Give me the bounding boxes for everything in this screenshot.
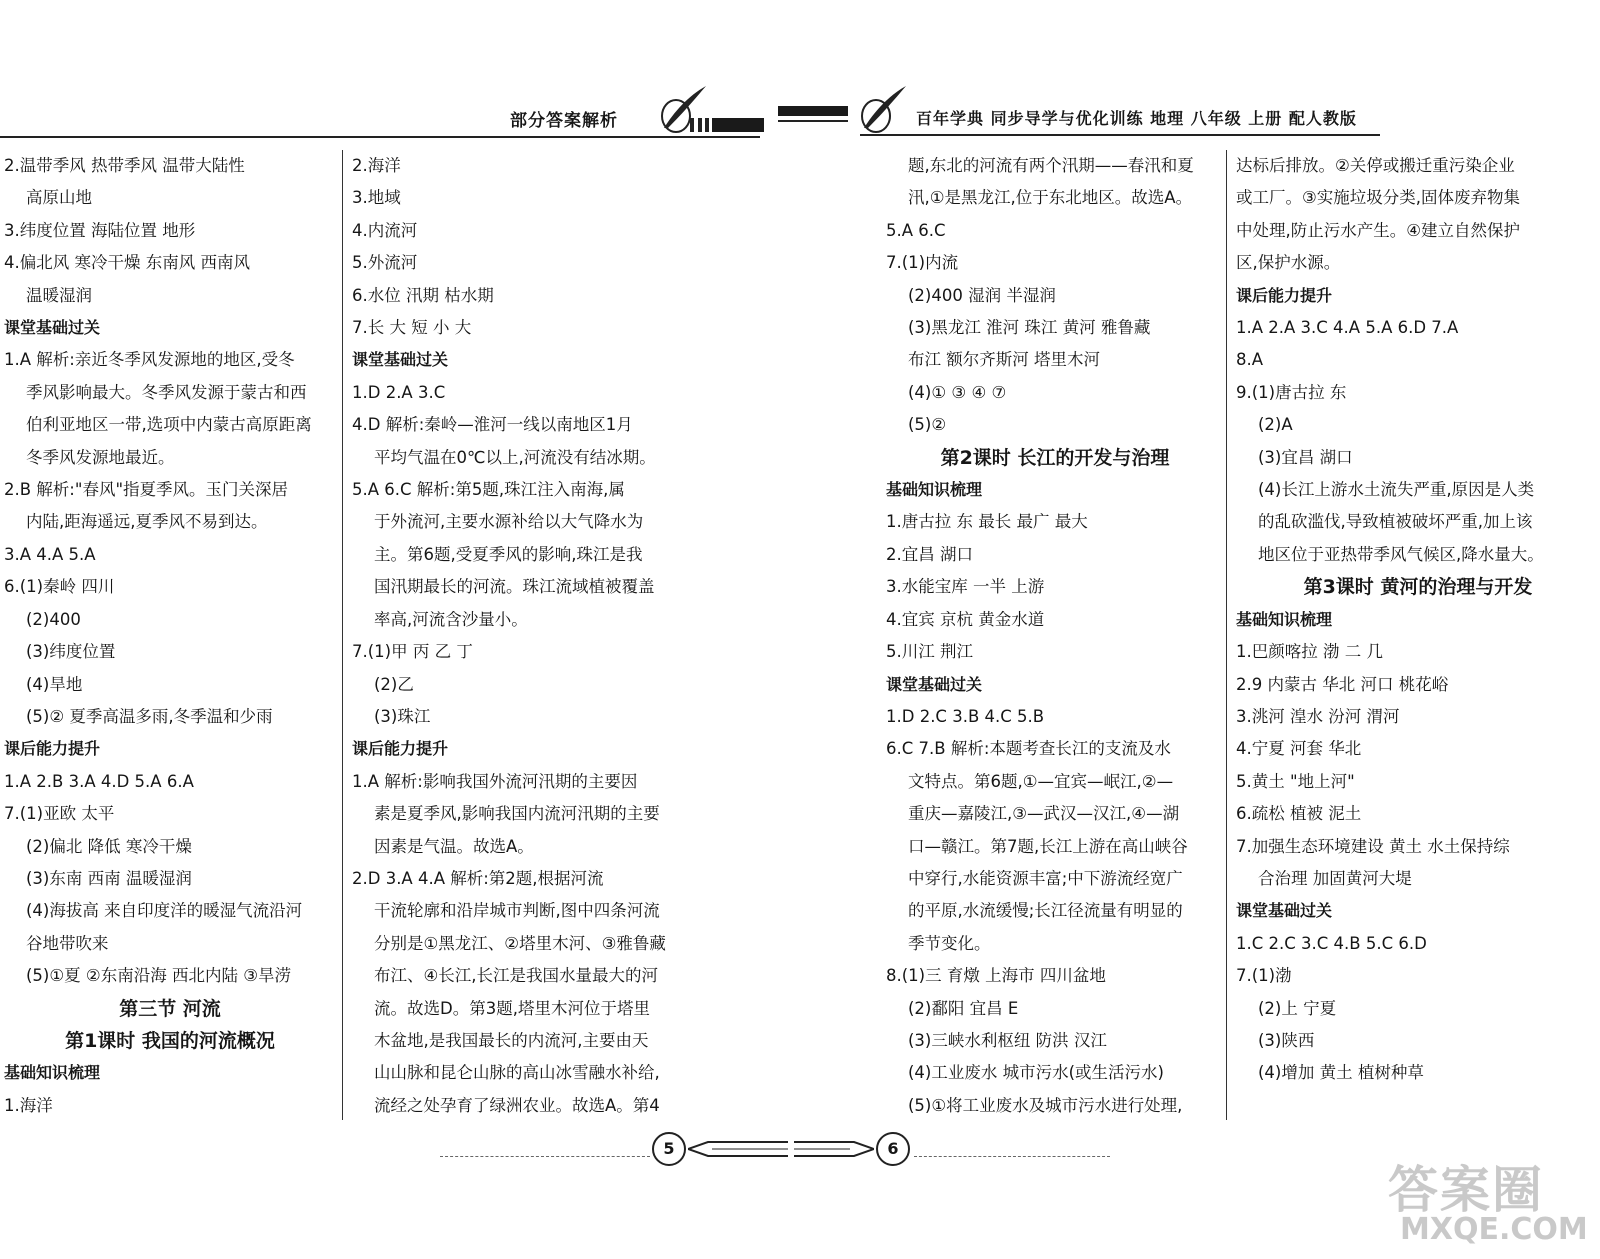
page-number-left: 5	[652, 1132, 686, 1166]
answer-line: (5)①夏 ②东南沿海 西北内陆 ③旱涝	[26, 966, 291, 986]
answer-line: (5)② 夏季高温多雨,冬季温和少雨	[26, 706, 273, 726]
answer-column-3	[886, 150, 1224, 1135]
answer-line: 2.温带季风 热带季风 温带大陆性	[4, 156, 245, 175]
answer-line: 7.(1)亚欧 太平	[4, 804, 115, 824]
answer-line: 8.(1)三 育燉 上海市 四川盆地	[886, 966, 1106, 986]
answer-line: 题,东北的河流有两个汛期——春汛和夏	[908, 156, 1194, 175]
answer-line: 3.洮河 湟水 汾河 渭河	[1236, 706, 1400, 726]
answer-line: 2.B 解析:"春风"指夏季风。玉门关深居	[4, 480, 289, 500]
answer-line: 1.D 2.C 3.B 4.C 5.B	[886, 706, 1045, 726]
answer-line: 第1课时 我国的河流概况	[65, 1029, 275, 1052]
answer-line: 4.宜宾 京杭 黄金水道	[886, 609, 1045, 629]
answer-line: 1.A 2.B 3.A 4.D 5.A 6.A	[4, 771, 194, 791]
answer-line: 7.长 大 短 小 大	[352, 318, 472, 338]
answer-line: 汛,①是黑龙江,位于东北地区。故选A。	[908, 188, 1193, 208]
answer-line: 课堂基础过关	[886, 674, 983, 694]
answer-line: 2.D 3.A 4.A 解析:第2题,根据河流	[352, 868, 604, 888]
answer-line: 1.A 解析:影响我国外流河汛期的主要因	[352, 771, 638, 791]
answer-line: 5.川江 荆江	[886, 642, 973, 662]
answer-line: 4.宁夏 河套 华北	[1236, 739, 1362, 759]
answer-line: 2.9 内蒙古 华北 河口 桃花峪	[1236, 674, 1449, 694]
answer-line: 7.加强生态环境建设 黄土 水土保持综	[1236, 836, 1510, 856]
answer-line: 内陆,距海遥远,夏季风不易到达。	[26, 512, 268, 532]
answer-line: (4)长江上游水土流失严重,原因是人类	[1258, 480, 1535, 500]
answer-line: (2)鄱阳 宜昌 E	[908, 998, 1019, 1018]
answer-line: (3)珠江	[374, 706, 431, 726]
header-right	[800, 96, 1600, 136]
answer-line: 高原山地	[26, 188, 92, 208]
answer-line: 率高,河流含沙量小。	[374, 609, 528, 629]
answer-column-1	[4, 150, 336, 1135]
answer-line: 季节变化。	[908, 933, 991, 953]
header-band	[712, 118, 764, 132]
answer-line: 2.海洋	[352, 156, 401, 175]
answer-line: 木盆地,是我国最长的内流河,主要由天	[374, 1030, 649, 1050]
footer-ornament-right	[794, 1138, 874, 1160]
answer-line: (3)陕西	[1258, 1030, 1315, 1050]
answer-line: 1.C 2.C 3.C 4.B 5.C 6.D	[1236, 933, 1427, 953]
answer-line: 课堂基础过关	[4, 318, 101, 338]
answer-line: 1.A 解析:亲近冬季风发源地的地区,受冬	[4, 350, 295, 370]
answer-line: 7.(1)甲 丙 乙 丁	[352, 642, 473, 662]
answer-line: 第三节 河流	[119, 997, 221, 1020]
answer-line: 5.A 6.C 解析:第5题,珠江注入南海,属	[352, 480, 625, 500]
answer-line: 课后能力提升	[1236, 285, 1333, 305]
header-left	[0, 96, 800, 136]
answer-line: 9.(1)唐古拉 东	[1236, 382, 1347, 402]
answer-line: 4.D 解析:秦岭—淮河一线以南地区1月	[352, 415, 633, 435]
answer-line: 5.黄土 "地上河"	[1236, 771, 1355, 791]
answer-line: 口—赣江。第7题,长江上游在高山峡谷	[908, 836, 1188, 856]
answer-line: 于外流河,主要水源补给以大气降水为	[374, 512, 644, 532]
answer-line: 4.内流河	[352, 220, 418, 240]
answer-line: 6.水位 汛期 枯水期	[352, 285, 494, 305]
answer-line: 的平原,水流缓慢;长江径流量有明显的	[908, 901, 1183, 921]
answer-line: 1.D 2.A 3.C	[352, 382, 446, 402]
header-band-right	[778, 106, 848, 116]
answer-line: 7.(1)内流	[886, 253, 959, 273]
answer-line: 6.疏松 植被 泥土	[1236, 804, 1362, 824]
answer-column-4	[1236, 150, 1600, 1135]
watermark-text: 答案圈	[1388, 1161, 1544, 1219]
answer-line: 区,保护水源。	[1236, 253, 1341, 273]
answer-line: 课堂基础过关	[1236, 901, 1333, 921]
answer-line: (4)工业废水 城市污水(或生活污水)	[908, 1063, 1164, 1083]
answer-line: 布江、④长江,长江是我国水量最大的河	[374, 966, 659, 986]
page-number-right: 6	[876, 1132, 910, 1166]
answer-line: 中处理,防止污水产生。④建立自然保护	[1236, 220, 1521, 240]
answer-line: 第3课时 黄河的治理与开发	[1303, 576, 1533, 599]
answer-line: 1.海洋	[4, 1095, 53, 1115]
answer-line: 基础知识梳理	[886, 480, 983, 500]
answer-line: (5)①将工业废水及城市污水进行处理,	[908, 1095, 1183, 1115]
answer-line: 或工厂。③实施垃圾分类,固体废弃物集	[1236, 188, 1521, 208]
answer-line: (4)旱地	[26, 674, 83, 694]
answer-line: 8.A	[1236, 350, 1264, 370]
footer-ornament-left	[688, 1138, 788, 1160]
answer-line: 国汛期最长的河流。珠江流域植被覆盖	[374, 577, 655, 597]
answer-line: (2)400	[26, 609, 81, 629]
answer-line: (3)三峡水利枢纽 防洪 汉江	[908, 1030, 1107, 1050]
answer-line: 冬季风发源地最近。	[26, 447, 175, 467]
answer-line: 3.地域	[352, 188, 401, 208]
answer-line: (2)乙	[374, 674, 414, 694]
answer-line: 素是夏季风,影响我国内流河汛期的主要	[374, 804, 660, 824]
answer-line: 1.巴颜喀拉 渤 二 几	[1236, 642, 1383, 662]
answer-line: 1.唐古拉 东 最长 最广 最大	[886, 512, 1088, 532]
answer-line: 6.(1)秦岭 四川	[4, 577, 115, 597]
header-left-title: 部分答案解析	[510, 111, 618, 131]
answer-line: 的乱砍滥伐,导致植被破坏严重,加上该	[1258, 512, 1533, 532]
answer-line: 课后能力提升	[4, 739, 101, 759]
answer-line: 6.C 7.B 解析:本题考查长江的支流及水	[886, 739, 1171, 759]
answer-line: 地区位于亚热带季风气候区,降水量大。	[1258, 544, 1544, 564]
answer-line: (5)②	[908, 415, 947, 435]
feather-pen-icon	[850, 82, 910, 136]
answer-line: 重庆—嘉陵江,③—武汉—汉江,④—湖	[908, 804, 1180, 824]
watermark-url: MXQE.COM	[1400, 1212, 1588, 1247]
column-divider	[342, 150, 343, 1120]
answer-line: 布江 额尔齐斯河 塔里木河	[908, 350, 1100, 370]
header-rule-right	[860, 134, 1380, 136]
answer-line: (4)① ③ ④ ⑦	[908, 382, 1007, 402]
answer-line: 基础知识梳理	[4, 1063, 101, 1083]
answer-line: (2)A	[1258, 415, 1293, 435]
answer-line: 3.纬度位置 海陆位置 地形	[4, 220, 196, 240]
answer-line: 第2课时 长江的开发与治理	[940, 446, 1170, 469]
answer-line: 1.A 2.A 3.C 4.A 5.A 6.D 7.A	[1236, 318, 1459, 338]
answer-line: 3.A 4.A 5.A	[4, 544, 96, 564]
answer-line: 平均气温在0℃以上,河流没有结冰期。	[374, 447, 656, 467]
answer-line: (3)黑龙江 淮河 珠江 黄河 雅鲁藏	[908, 318, 1151, 338]
answer-line: 季风影响最大。冬季风发源于蒙古和西	[26, 382, 307, 402]
answer-line: (4)海拔高 来自印度洋的暖湿气流沿河	[26, 901, 303, 921]
answer-line: 伯利亚地区一带,选项中内蒙古高原距离	[26, 415, 312, 435]
column-divider	[1226, 150, 1227, 1120]
answer-line: 合治理 加固黄河大堤	[1258, 868, 1412, 888]
answer-line: 中穿行,水能资源丰富;中下游流经宽广	[908, 868, 1183, 888]
answer-line: 5.A 6.C	[886, 220, 946, 240]
answer-line: 谷地带吹来	[26, 933, 109, 953]
answer-line: 主。第6题,受夏季风的影响,珠江是我	[374, 544, 643, 564]
answer-line: 山山脉和昆仑山脉的高山冰雪融水补给,	[374, 1063, 660, 1083]
answer-line: 4.偏北风 寒冷干燥 东南风 西南风	[4, 253, 250, 273]
answer-line: 因素是气温。故选A。	[374, 836, 534, 856]
header-right-title: 百年学典 同步导学与优化训练 地理 八年级 上册 配人教版	[916, 109, 1357, 128]
answer-line: 2.宜昌 湖口	[886, 544, 973, 564]
answer-line: 课后能力提升	[352, 739, 449, 759]
answer-line: (3)纬度位置	[26, 642, 116, 662]
answer-column-2	[352, 150, 692, 1135]
watermark-logo	[1380, 1150, 1588, 1250]
answer-line: 干流轮廓和沿岸城市判断,图中四条河流	[374, 901, 660, 921]
answer-line: 5.外流河	[352, 253, 418, 273]
page-footer	[440, 1130, 1140, 1170]
answer-line: (2)偏北 降低 寒冷干燥	[26, 836, 192, 856]
answer-line: 流。故选D。第3题,塔里木河位于塔里	[374, 998, 650, 1018]
answer-line: 分别是①黑龙江、②塔里木河、③雅鲁藏	[374, 933, 666, 953]
answer-line: 7.(1)渤	[1236, 966, 1292, 986]
answer-line: 3.水能宝库 一半 上游	[886, 577, 1045, 597]
answer-line: (4)增加 黄土 植树种草	[1258, 1063, 1424, 1083]
answer-line: (2)400 湿润 半湿润	[908, 285, 1056, 305]
answer-line: (3)宜昌 湖口	[1258, 447, 1353, 467]
answer-line: 文特点。第6题,①—宜宾—岷江,②—	[908, 771, 1174, 791]
answer-line: 课堂基础过关	[352, 350, 449, 370]
answer-line: (2)上 宁夏	[1258, 998, 1337, 1018]
answer-line: 基础知识梳理	[1236, 609, 1333, 629]
answer-line: 流经之处孕育了绿洲农业。故选A。第4	[374, 1095, 660, 1115]
answer-line: (3)东南 西南 温暖湿润	[26, 868, 192, 888]
header-rule	[0, 136, 760, 138]
answer-line: 温暖湿润	[26, 285, 92, 305]
answer-line: 达标后排放。②关停或搬迁重污染企业	[1236, 156, 1515, 175]
